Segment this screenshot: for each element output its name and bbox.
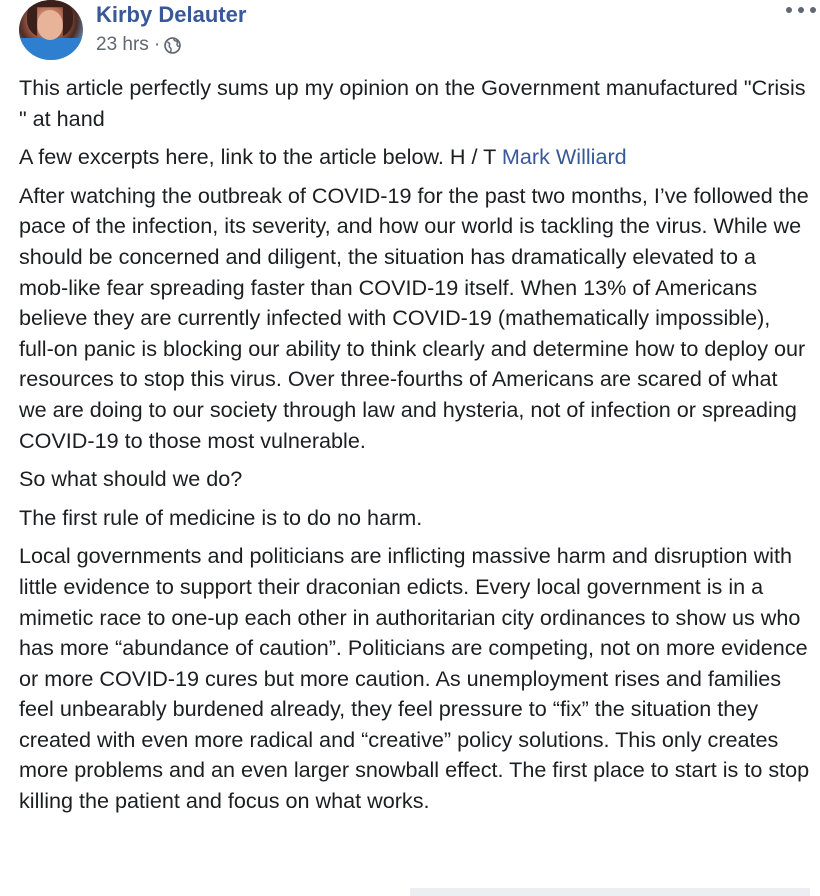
avatar-face xyxy=(37,10,63,40)
paragraph-text: Local governments and politicians are inflicting massive harm and disruption with little evidence to support their draconian edicts. Every local government is in a mimetic race to one-up each other in authoritarian city ordinances to show us who has more “abundance of caution”. Politicians are competing, not on more evidence or more COVID-19 cures but more caution. As unemployment rises and families feel unbearably burdened already, they feel pressure to “fix” the situation they created with even more radical and “creative” policy solutions. This only creates more problems and an even larger snowball effect. The first place to start is to stop killing the patient and focus on what works. xyxy=(19,543,810,814)
avatar-shirt xyxy=(19,38,83,60)
globe-icon[interactable] xyxy=(164,37,181,54)
post-timestamp[interactable]: 23 hrs xyxy=(96,34,149,55)
post-paragraph xyxy=(19,73,811,134)
paragraph-text: So what should we do? xyxy=(19,466,243,492)
more-dot xyxy=(798,7,804,13)
meta-separator: · xyxy=(153,34,161,55)
post-paragraph xyxy=(19,181,811,456)
post-paragraph xyxy=(19,464,811,495)
paragraph-text: This article perfectly sums up my opinion on the Government manufactured "Crisis " at hand xyxy=(19,75,806,131)
more-dot xyxy=(810,7,816,13)
author-name[interactable]: Kirby Delauter xyxy=(96,2,247,27)
post-paragraph xyxy=(19,541,811,816)
post-meta xyxy=(96,33,181,57)
post-paragraph xyxy=(19,142,811,173)
paragraph-text: A few excerpts here, link to the article below. H / T xyxy=(19,144,502,170)
post-paragraph xyxy=(19,503,811,534)
post-body xyxy=(19,73,811,825)
mention-link[interactable]: Mark Williard xyxy=(501,144,627,170)
more-options-icon[interactable] xyxy=(786,0,816,20)
avatar[interactable] xyxy=(19,0,83,60)
paragraph-text: After watching the outbreak of COVID-19 for the past two months, I’ve followed the pace of the infection, its severity, and how our world is tackling the virus. While we should be concerned and diligent, the situation has dramatically elevated to a mob-like fear spreading faster than COVID-19 itself. When 13% of Americans believe they are currently infected with COVID-19 (mathematically impossible), full-on panic is blocking our ability to think clearly and determine how to deploy our resources to stop this virus. Over three-fourths of Americans are scared of what we are doing to our society through law and hysteria, not of infection or spreading COVID-19 to those most vulnerable. xyxy=(19,182,809,453)
more-dot xyxy=(786,7,792,13)
paragraph-text: The first rule of medicine is to do no harm. xyxy=(19,504,423,530)
bottom-edge-shadow xyxy=(410,888,810,896)
